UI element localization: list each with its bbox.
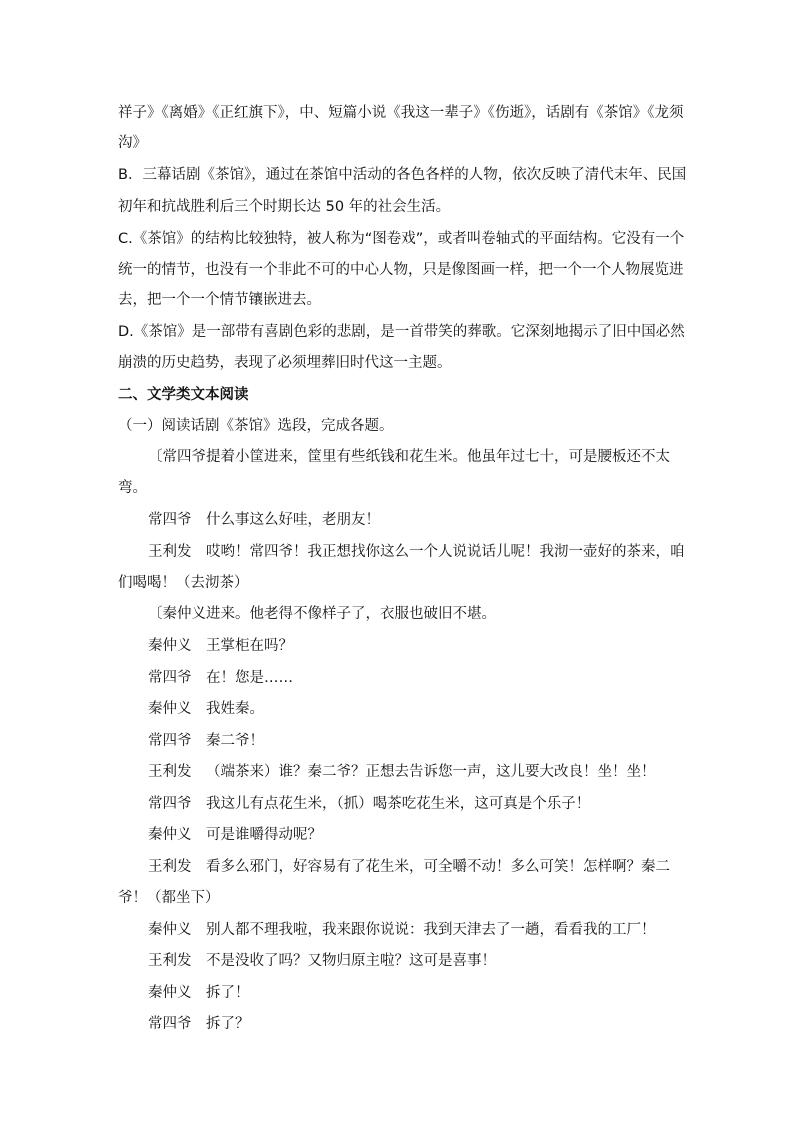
dialogue-line — [148, 825, 322, 845]
speaker: 秦仲义 — [148, 985, 192, 1001]
text-line: 去，把一个一个情节镶嵌进去。 — [118, 292, 321, 308]
dialogue-line — [148, 762, 656, 782]
dialogue-line — [148, 794, 590, 814]
speaker: 王利发 — [148, 764, 192, 780]
speech: 可是谁嚼得动呢？ — [206, 827, 322, 843]
text-line: 祥子》《离婚》《正红旗下》，中、短篇小说《我这一辈子》《伤逝》，话剧有《茶馆》《龙须 — [118, 105, 684, 121]
dialogue-line — [148, 857, 670, 877]
dialogue-continuation: 爷！（都坐下） — [118, 890, 220, 906]
dialogue-continuation: 们喝喝！（去沏茶） — [118, 575, 249, 591]
subsection-heading: （一）阅读话剧《茶馆》选段，完成各题。 — [118, 418, 394, 434]
speaker: 王利发 — [148, 544, 192, 560]
dialogue-line — [148, 951, 496, 971]
option-d-line: D.《茶馆》是一部带有喜剧色彩的悲剧，是一首带笑的葬歌。它深刻地揭示了旧中国必然 — [118, 324, 685, 340]
speech: 我姓秦。 — [206, 701, 264, 717]
text-line: 初年和抗战胜利后三个时期长达 50 年的社会生活。 — [118, 199, 451, 215]
stage-direction: 〔秦仲义进来。他老得不像样子了，衣服也破旧不堪。 — [148, 606, 496, 622]
speaker: 常四爷 — [148, 670, 192, 686]
stage-direction: 〔常四爷提着小筐进来，筐里有些纸钱和花生米。他虽年过七十，可是腰板还不太 — [148, 449, 670, 465]
section-heading: 二、文学类文本阅读 — [118, 387, 249, 403]
speaker: 王利发 — [148, 859, 192, 875]
dialogue-line — [148, 542, 685, 562]
speech: 秦二爷！ — [206, 733, 264, 749]
dialogue-line — [148, 983, 250, 1003]
speaker: 常四爷 — [148, 1016, 192, 1032]
dialogue-line — [148, 510, 380, 530]
speaker: 常四爷 — [148, 796, 192, 812]
speech: 什么事这么好哇，老朋友！ — [206, 512, 380, 528]
speech: 不是没收了吗？又物归原主啦？这可是喜事！ — [206, 953, 496, 969]
dialogue-line — [148, 920, 656, 940]
speech: 拆了！ — [206, 985, 250, 1001]
text-line: 沟》 — [118, 135, 147, 151]
text-line: 统一的情节，也没有一个非此不可的中心人物，只是像图画一样，把一个一个人物展览进 — [118, 262, 684, 278]
speech: （端茶来）谁？秦二爷？正想去告诉您一声，这儿要大改良！坐！坐！ — [206, 764, 656, 780]
dialogue-line — [148, 668, 293, 688]
speaker: 秦仲义 — [148, 701, 192, 717]
speech: 哎哟！常四爷！我正想找你这么一个人说说话儿呢！我沏一壶好的茶来，咱 — [206, 544, 685, 560]
stage-direction: 弯。 — [118, 480, 147, 496]
speech: 别人都不理我啦，我来跟你说说：我到天津去了一趟，看看我的工厂！ — [206, 922, 656, 938]
speaker: 常四爷 — [148, 733, 192, 749]
speaker: 常四爷 — [148, 512, 192, 528]
speaker: 秦仲义 — [148, 922, 192, 938]
speech: 王掌柜在吗？ — [206, 638, 293, 654]
option-c-line: C.《茶馆》的结构比较独特，被人称为“图卷戏”，或者叫卷轴式的平面结构。它没有一个 — [118, 231, 685, 247]
speech: 我这儿有点花生米，（抓）喝茶吃花生米，这可真是个乐子！ — [206, 796, 591, 812]
speaker: 秦仲义 — [148, 827, 192, 843]
text-line: 崩溃的历史趋势，表现了必须埋葬旧时代这一主题。 — [118, 355, 452, 371]
dialogue-line — [148, 636, 293, 656]
option-b-line: B．三幕话剧《茶馆》，通过在茶馆中活动的各色各样的人物，依次反映了清代末年、民国 — [118, 167, 687, 183]
speaker: 王利发 — [148, 953, 192, 969]
dialogue-line — [148, 699, 264, 719]
speech: 拆了？ — [206, 1016, 250, 1032]
speech: 看多么邪门，好容易有了花生米，可全嚼不动！多么可笑！怎样啊？秦二 — [206, 859, 670, 875]
speech: 在！您是…… — [206, 670, 293, 686]
dialogue-line — [148, 731, 264, 751]
speaker: 秦仲义 — [148, 638, 192, 654]
dialogue-line — [148, 1014, 250, 1034]
